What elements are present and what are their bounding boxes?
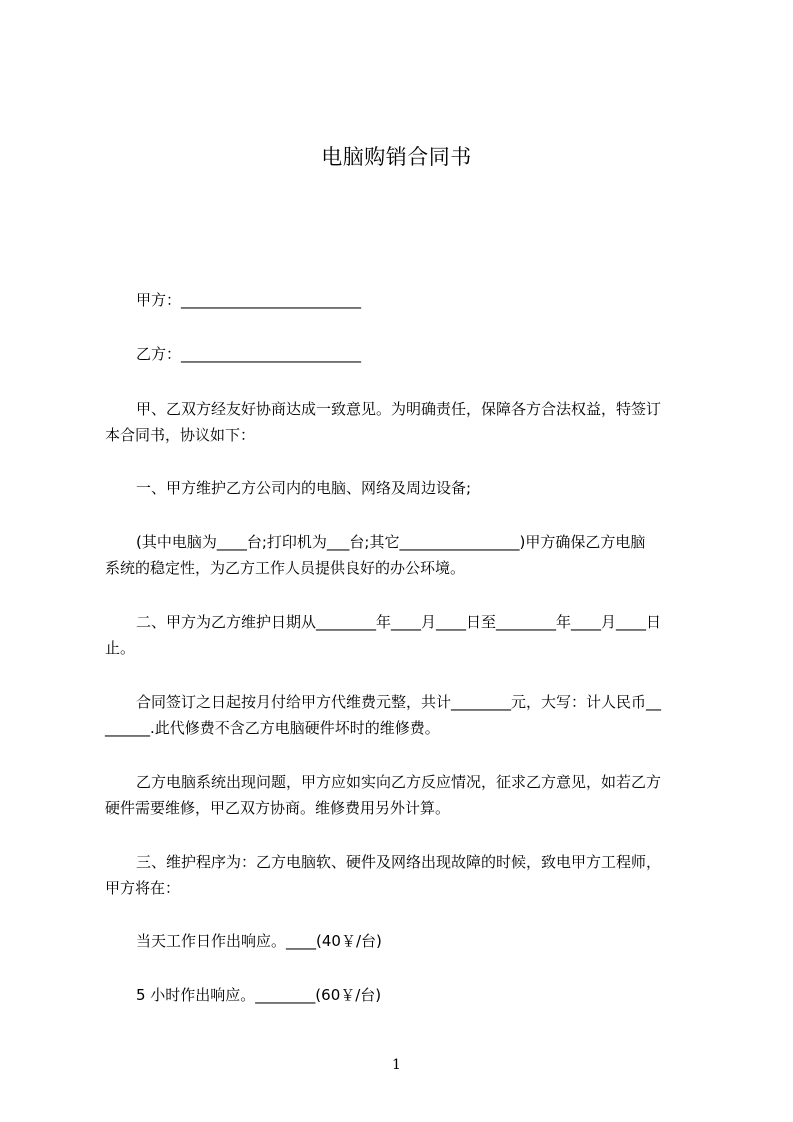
paragraph-line: (其中电脑为____台;打印机为___台;其它________________)甲方确保乙方电脑: [136, 533, 646, 551]
paragraph-line: 本合同书，协议如下：: [105, 426, 256, 444]
clause-1-heading: 一、甲方维护乙方公司内的电脑、网络及周边设备;: [136, 479, 472, 497]
page-number: 1: [392, 1057, 401, 1073]
paragraph-line: 系统的稳定性，为乙方工作人员提供良好的办公环境。: [105, 559, 466, 577]
paragraph-line: 三、维护程序为：乙方电脑软、硬件及网络出现故障的时候，致电甲方工程师，: [136, 853, 662, 871]
party-b-line: 乙方：________________________: [136, 345, 362, 363]
paragraph-line: 乙方电脑系统出现问题，甲方应如实向乙方反应情况，征求乙方意见，如若乙方: [136, 773, 662, 791]
paragraph-line: 合同签订之日起按月付给甲方代维费元整，共计________元，大写：计人民币__: [136, 693, 662, 711]
paragraph-line: 二、甲方为乙方维护日期从________年____月____日至________年____月____日: [136, 613, 662, 631]
paragraph-line: 甲、乙双方经友好协商达成一致意见。为明确责任，保障各方合法权益，特签订: [136, 400, 662, 418]
paragraph-line: 止。: [105, 639, 136, 657]
response-5-hours: 5 小时作出响应。________(60￥/台): [136, 986, 382, 1004]
paragraph-line: 硬件需要维修，甲乙双方协商。维修费用另外计算。: [105, 799, 451, 817]
paragraph-line: ______.此代修费不含乙方电脑硬件坏时的维修费。: [105, 719, 440, 737]
response-same-day: 当天工作日作出响应。____(40￥/台): [136, 932, 382, 950]
party-a-line: 甲方：________________________: [136, 291, 362, 309]
paragraph-line: 甲方将在：: [105, 879, 181, 897]
document-title: 电脑购销合同书: [321, 145, 472, 169]
